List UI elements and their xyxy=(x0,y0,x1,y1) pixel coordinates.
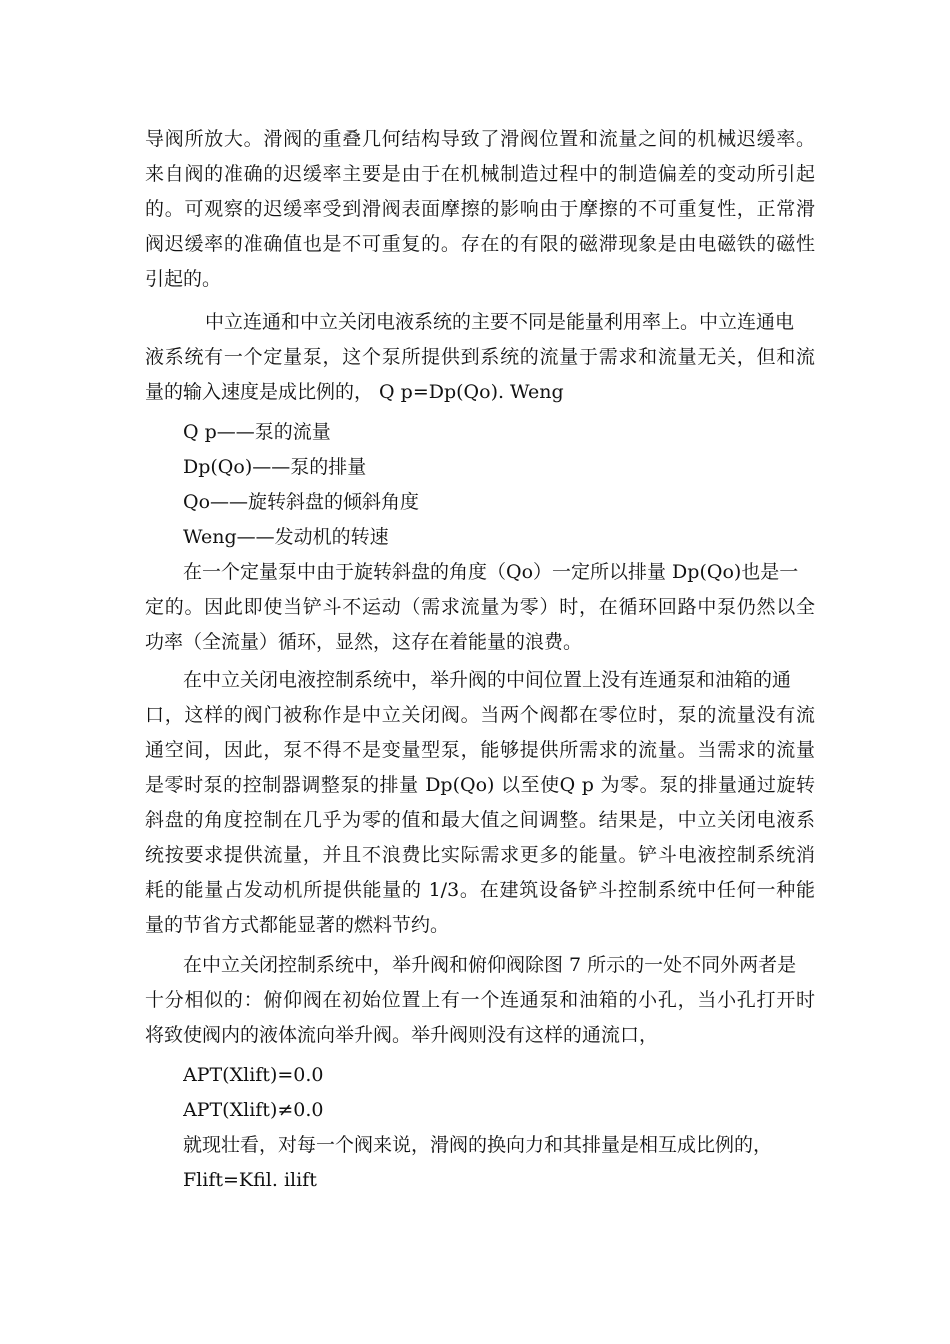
definition-line: Q p——泵的流量 xyxy=(183,421,331,443)
paragraph-line: 口，这样的阀门被称作是中立关闭阀。当两个阀都在零位时，泵的流量没有流 xyxy=(145,704,815,726)
formula-line: Flift=Kfil. ilift xyxy=(183,1169,317,1191)
paragraph-line: 液系统有一个定量泵，这个泵所提供到系统的流量于需求和流量无关，但和流 xyxy=(145,346,815,368)
paragraph-line: 在一个定量泵中由于旋转斜盘的角度（Qo）一定所以排量 Dp(Qo)也是一 xyxy=(183,561,799,583)
paragraph-line: 定的。因此即使当铲斗不运动（需求流量为零）时，在循环回路中泵仍然以全 xyxy=(145,596,815,618)
paragraph-line: 阀迟缓率的准确值也是不可重复的。存在的有限的磁滞现象是由电磁铁的磁性 xyxy=(145,233,815,255)
formula-line: APT(Xlift)≠0.0 xyxy=(183,1099,324,1121)
formula-line: APT(Xlift)=0.0 xyxy=(183,1064,324,1086)
paragraph-line: 在中立关闭电液控制系统中，举升阀的中间位置上没有连通泵和油箱的通 xyxy=(183,669,792,691)
definition-line: Dp(Qo)——泵的排量 xyxy=(183,456,367,478)
paragraph-line: 导阀所放大。滑阀的重叠几何结构导致了滑阀位置和流量之间的机械迟缓率。 xyxy=(145,128,815,150)
definition-line: Weng——发动机的转速 xyxy=(183,526,389,548)
definition-line: Qo——旋转斜盘的倾斜角度 xyxy=(183,491,420,513)
paragraph-line: 的。可观察的迟缓率受到滑阀表面摩擦的影响由于摩擦的不可重复性，正常滑 xyxy=(145,198,815,220)
paragraph-line: 量的节省方式都能显著的燃料节约。 xyxy=(145,914,450,936)
paragraph-line: 十分相似的：俯仰阀在初始位置上有一个连通泵和油箱的小孔，当小孔打开时 xyxy=(145,989,815,1011)
paragraph-line: 耗的能量占发动机所提供能量的 1/3。在建筑设备铲斗控制系统中任何一种能 xyxy=(145,879,815,901)
formula-line: 量的输入速度是成比例的， Q p=Dp(Qo). Weng xyxy=(145,381,564,403)
paragraph-line: 斜盘的角度控制在几乎为零的值和最大值之间调整。结果是，中立关闭电液系 xyxy=(145,809,815,831)
paragraph-line: 来自阀的准确的迟缓率主要是由于在机械制造过程中的制造偏差的变动所引起 xyxy=(145,163,815,185)
paragraph-line: 引起的。 xyxy=(145,268,222,290)
paragraph-line: 功率（全流量）循环，显然，这存在着能量的浪费。 xyxy=(145,631,583,653)
paragraph-line: 通空间，因此，泵不得不是变量型泵，能够提供所需求的流量。当需求的流量 xyxy=(145,739,815,761)
paragraph-line: 中立连通和中立关闭电液系统的主要不同是能量利用率上。中立连通电 xyxy=(205,311,795,333)
paragraph-line: 在中立关闭控制系统中，举升阀和俯仰阀除图 7 所示的一处不同外两者是 xyxy=(183,954,797,976)
paragraph-line: 就现壮看，对每一个阀来说，滑阀的换向力和其排量是相互成比例的， xyxy=(183,1134,773,1156)
paragraph-line: 是零时泵的控制器调整泵的排量 Dp(Qo) 以至使Q p 为零。泵的排量通过旋转 xyxy=(145,774,815,796)
paragraph-line: 将致使阀内的液体流向举升阀。举升阀则没有这样的通流口， xyxy=(145,1024,659,1046)
paragraph-line: 统按要求提供流量，并且不浪费比实际需求更多的能量。铲斗电液控制系统消 xyxy=(145,844,815,866)
